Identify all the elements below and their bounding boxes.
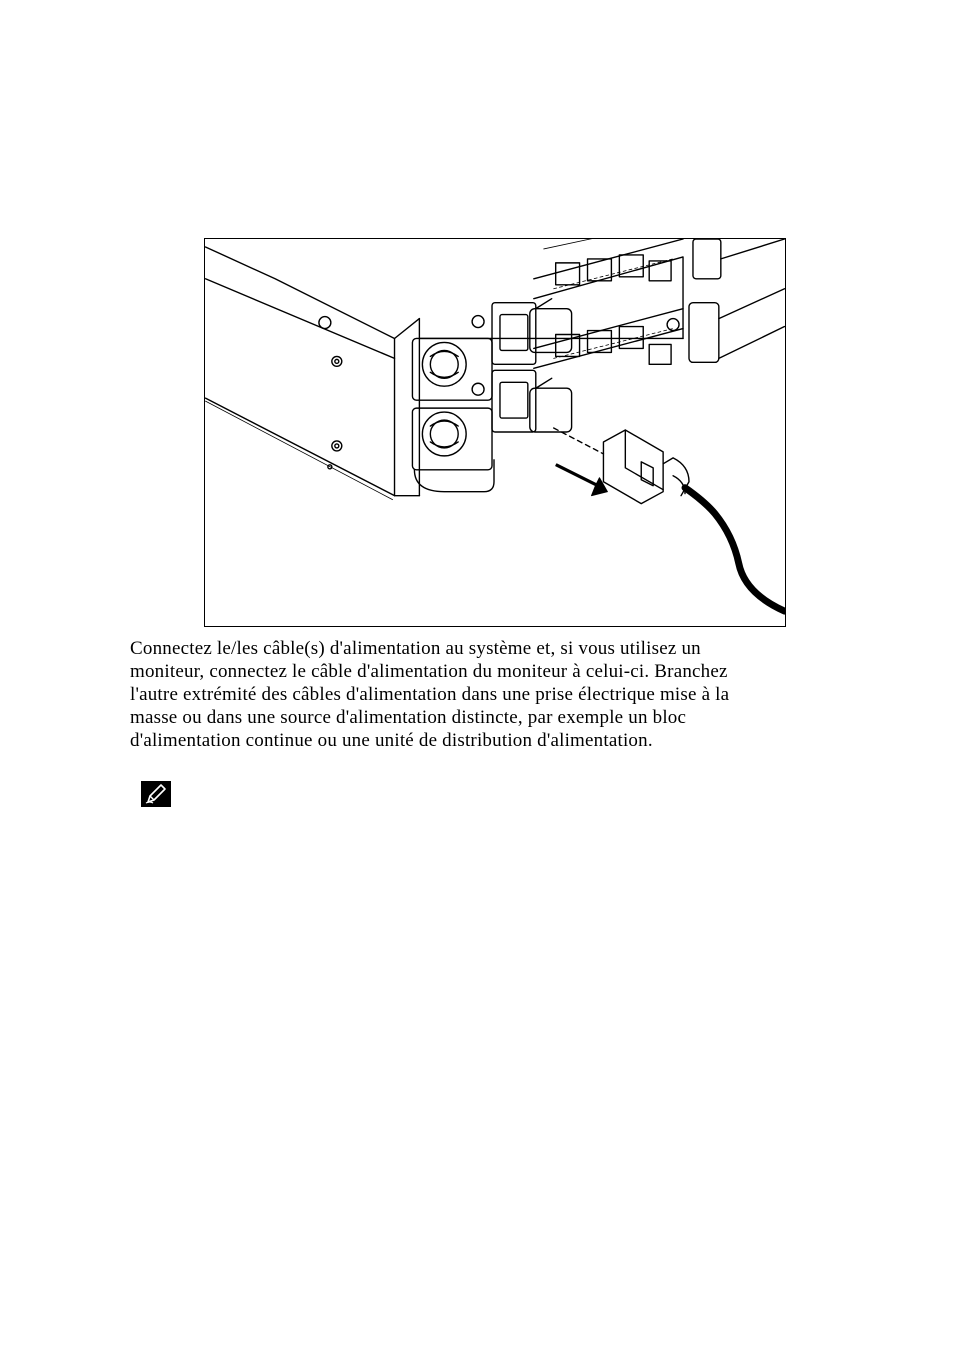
instruction-paragraph <box>130 637 830 752</box>
instruction-line: l'autre extrémité des câbles d'alimentation dans une prise électrique mise à la <box>130 684 730 705</box>
instruction-line: Connectez le/les câble(s) d'alimentation au système et, si vous utilisez un <box>130 638 701 659</box>
server-power-cable-icon <box>205 239 785 626</box>
note-pencil-icon <box>141 781 171 807</box>
instruction-line: d'alimentation continue ou une unité de distribution d'alimentation. <box>130 730 653 751</box>
instruction-line: moniteur, connectez le câble d'alimentation du moniteur à celui-ci. Branchez <box>130 661 728 682</box>
server-power-illustration <box>204 238 786 627</box>
instruction-line: masse ou dans une source d'alimentation distincte, par exemple un bloc <box>130 707 687 728</box>
